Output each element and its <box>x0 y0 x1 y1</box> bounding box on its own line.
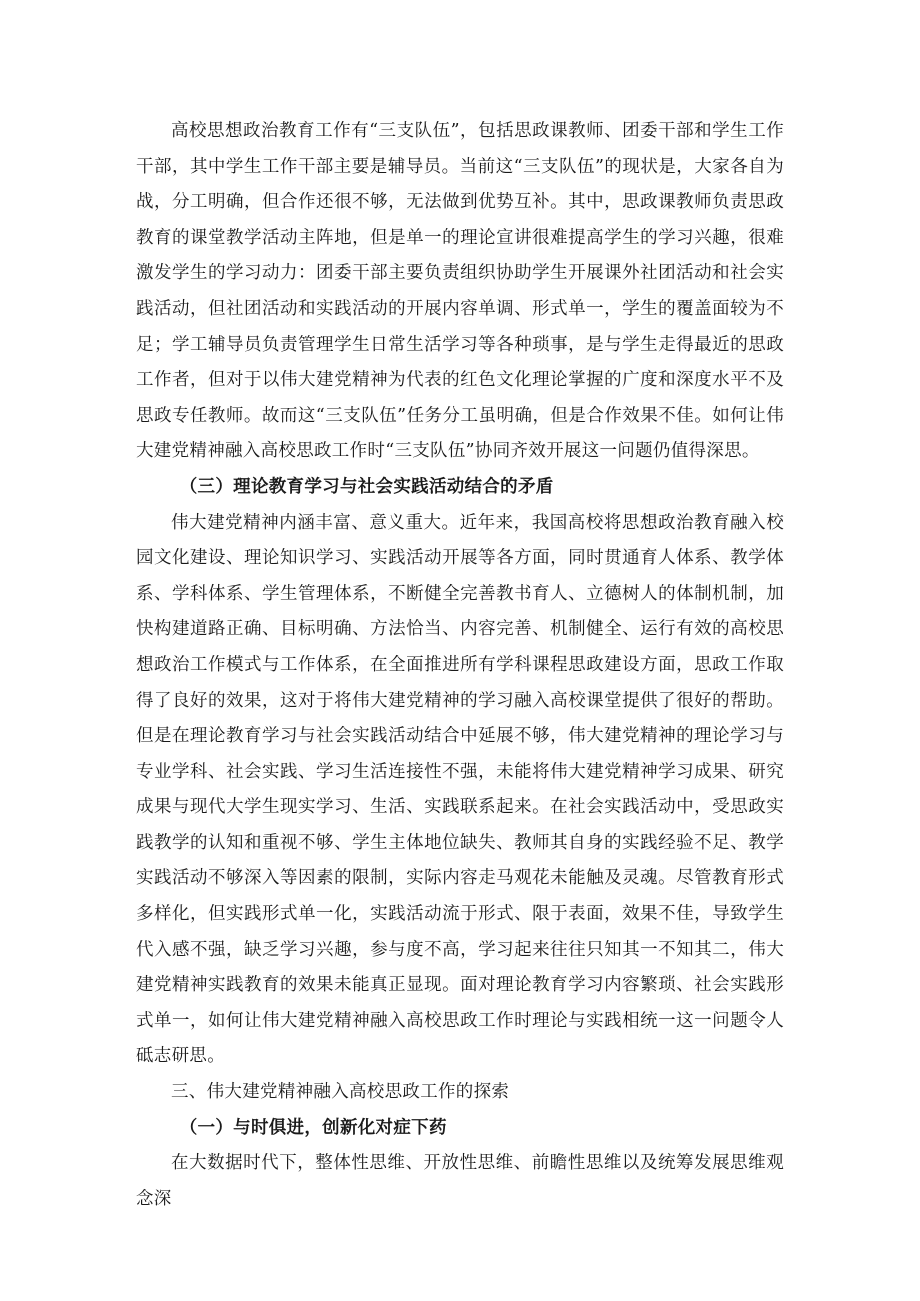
paragraph-theory-practice: 伟大建党精神内涵丰富、意义重大。近年来，我国高校将思想政治教育融入校园文化建设、理论知识学习、实践活动开展等各方面，同时贯通育人体系、教学体系、学科体系、学生管理体系，不断健全完善教书育人、立德树人的体制机制，加快构建道路正确、目标明确、方法恰当、内容完善、机制健全、运行有效的高校思想政治工作模式与工作体系，在全面推进所有学科课程思政建设方面，思政工作取得了良好的效果，这对于将伟大建党精神的学习融入高校课堂提供了很好的帮助。但是在理论教育学习与社会实践活动结合中延展不够，伟大建党精神的理论学习与专业学科、社会实践、学习生活连接性不强，未能将伟大建党精神学习成果、研究成果与现代大学生现实学习、生活、实践联系起来。在社会实践活动中，受思政实践教学的认知和重视不够、学生主体地位缺失、教师其自身的实践经验不足、教学实践活动不够深入等因素的限制，实际内容走马观花未能触及灵魂。尽管教育形式多样化，但实践形式单一化，实践活动流于形式、限于表面，效果不佳，导致学生代入感不强，缺乏学习兴趣，参与度不高，学习起来往往只知其一不知其二，伟大建党精神实践教育的效果未能真正显现。面对理论教育学习内容繁琐、社会实践形式单一，如何让伟大建党精神融入高校思政工作时理论与实践相统一这一问题令人砥志研思。 <box>136 512 784 1067</box>
paragraph-big-data: 在大数据时代下，整体性思维、开放性思维、前瞻性思维以及统筹发展思维观念深 <box>136 1153 784 1209</box>
chapter-heading-exploration: 三、伟大建党精神融入高校思政工作的探索 <box>171 1082 510 1103</box>
section-heading-innovation: （一）与时俱进，创新化对症下药 <box>179 1117 447 1138</box>
document-body <box>136 114 784 1217</box>
section-heading-theory-practice: （三）理论教育学习与社会实践活动结合的矛盾 <box>179 476 554 497</box>
paragraph-three-teams: 高校思想政治教育工作有“三支队伍”，包括思政课教师、团委干部和学生工作干部，其中学生工作干部主要是辅导员。当前这“三支队伍”的现状是，大家各自为战，分工明确，但合作还很不够，无法做到优势互补。其中，思政课教师负责思政教育的课堂教学活动主阵地，但是单一的理论宣讲很难提高学生的学习兴趣，很难激发学生的学习动力：团委干部主要负责组织协助学生开展课外社团活动和社会实践活动，但社团活动和实践活动的开展内容单调、形式单一，学生的覆盖面较为不足；学工辅导员负责管理学生日常生活学习等各种琐事，是与学生走得最近的思政工作者，但对于以伟大建党精神为代表的红色文化理论掌握的广度和深度水平不及思政专任教师。故而这“三支队伍”任务分工虽明确，但是合作效果不佳。如何让伟大建党精神融入高校思政工作时“三支队伍”协同齐效开展这一问题仍值得深思。 <box>136 121 784 462</box>
